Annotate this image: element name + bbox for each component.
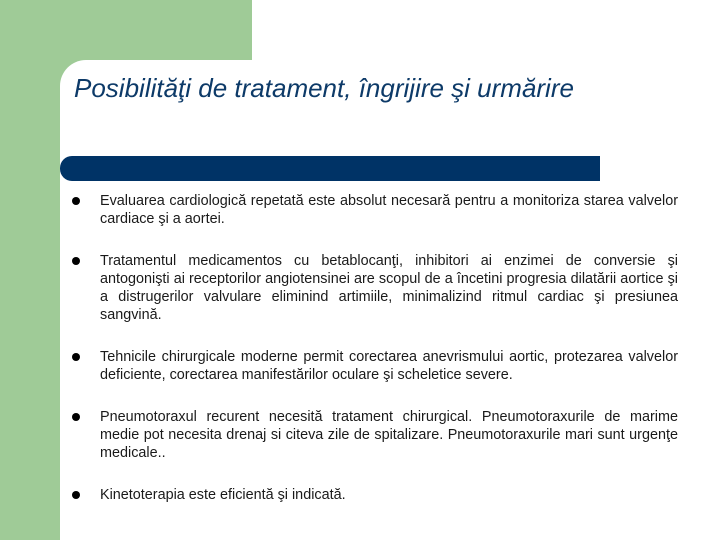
bullet-text: Pneumotoraxul recurent necesită tratament chirurgical. Pneumotoraxurile de marime medie pot necesita drenaj si citeva zile de spitalizare. Pneumotoraxurile mari sunt urgenţe medicale.. [100,409,678,461]
bullet-dot-icon [72,197,80,205]
bullet-dot-icon [72,491,80,499]
bullet-text: Kinetoterapia este eficientă şi indicată. [100,487,346,503]
bullet-item [72,252,678,324]
bullet-text: Tratamentul medicamentos cu betablocanţi, inhibitori ai enzimei de conversie şi antogonişti ai receptorilor angiotensinei are scopul de a încetini progresia dilatării aortice şi a distrugerilor valvulare eliminind artimiile, minimalizind ritmul cardiac şi presiunea sangvină. [100,253,678,323]
bullet-dot-icon [72,257,80,265]
bullet-item [72,486,678,504]
bullet-item [72,192,678,228]
slide-title: Posibilităţi de tratament, îngrijire şi urmărire [74,73,574,103]
bullet-dot-icon [72,413,80,421]
bullet-text: Tehnicile chirurgicale moderne permit corectarea anevrismului aortic, protezarea valvelor deficiente, corectarea manifestărilor oculare şi scheletice severe. [100,349,678,383]
bullet-text: Evaluarea cardiologică repetată este absolut necesară pentru a monitoriza starea valvelor cardiace şi a aortei. [100,193,678,227]
bullet-item [72,348,678,384]
bullet-list [72,192,678,528]
bullet-item [72,408,678,462]
bullet-dot-icon [72,353,80,361]
title-underline-bar [60,156,600,181]
